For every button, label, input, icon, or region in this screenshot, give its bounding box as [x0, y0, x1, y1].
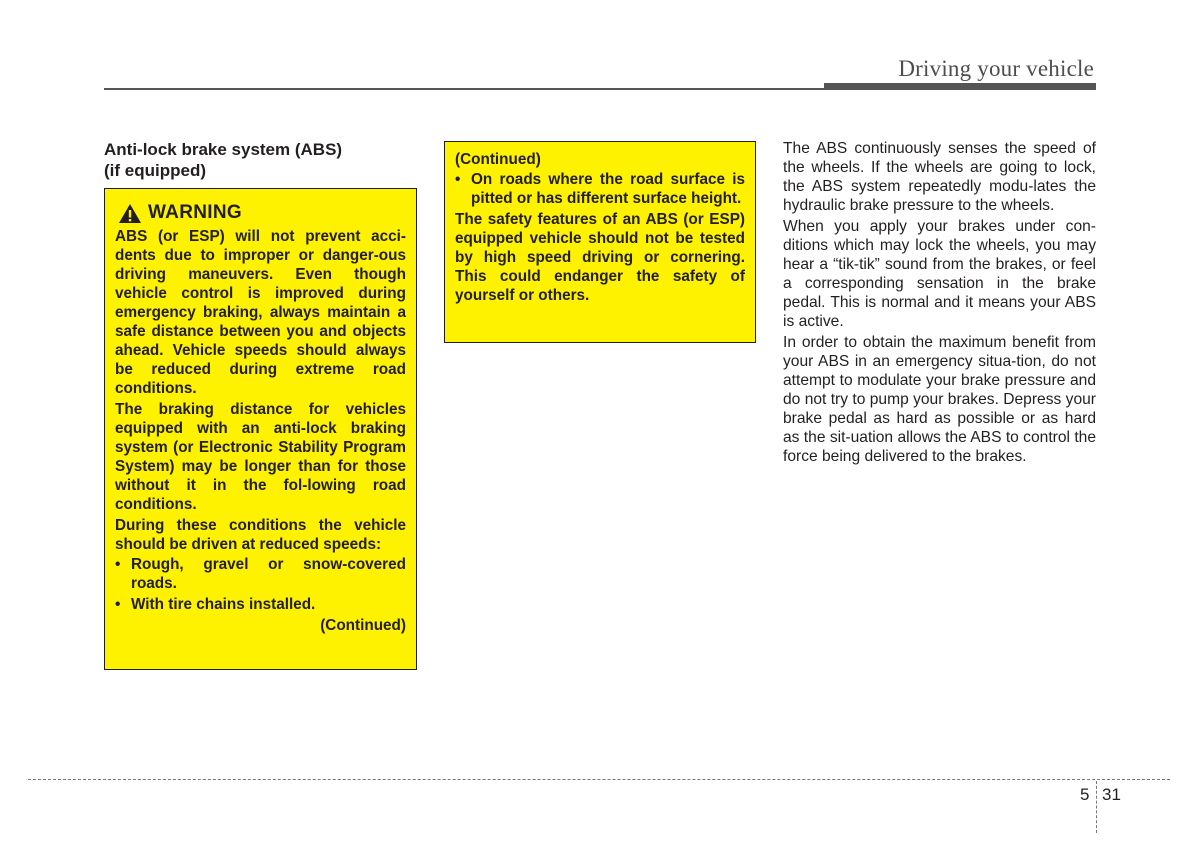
section-heading-line1: Anti-lock brake system (ABS)	[104, 140, 343, 159]
page-header-title: Driving your vehicle	[898, 56, 1094, 81]
warning-bullet-item: • Rough, gravel or snow-covered roads.	[115, 556, 406, 592]
body-paragraph: When you apply your brakes under con-ditions which may lock the wheels, you may hear a “tik-tik” sound from the brakes, or feel a corresponding sensation in the brake pedal. This is normal and it means your ABS is active.	[783, 218, 1096, 330]
warning-box-continued	[444, 141, 756, 343]
warning-bullet-item: • With tire chains installed.	[115, 596, 316, 613]
warning-paragraph: During these conditions the vehicle should be driven at reduced speeds:	[115, 517, 406, 553]
warning-bullet-item: • On roads where the road surface is pitted or has different surface height.	[455, 171, 745, 207]
chapter-number: 5	[1080, 785, 1090, 804]
header-rule-accent	[824, 83, 1096, 90]
continued-label: (Continued)	[455, 151, 541, 168]
section-heading-line2: (if equipped)	[104, 161, 206, 180]
body-text-column	[783, 139, 1096, 468]
warning-bullet-list	[115, 555, 406, 614]
warning-paragraph: ABS (or ESP) will not prevent acci-dents due to improper or danger-ous driving maneuvers. Even though vehicle control is improved during emergency braking, always maintain a safe distance between you and objects ahead. Vehicle speeds should always be reduced during extreme road conditions.	[115, 228, 406, 397]
footer-divider	[1096, 781, 1097, 833]
warning-bullet-list	[455, 170, 745, 208]
warning-triangle-icon	[118, 203, 142, 224]
header-rule	[104, 88, 824, 90]
warning-title: WARNING	[148, 202, 242, 223]
continued-label: (Continued)	[320, 617, 406, 634]
body-paragraph: The ABS continuously senses the speed of the wheels. If the wheels are going to lock, the ABS system repeatedly modu-lates the hydraulic brake pressure to the wheels.	[783, 140, 1096, 214]
warning-box	[104, 188, 417, 670]
warning-header	[115, 201, 406, 225]
warning-paragraph: The braking distance for vehicles equipped with an anti-lock braking system (or Electronic Stability Program System) may be longer than for those without it in the fol-lowing road conditions.	[115, 401, 406, 513]
warning-paragraph: The safety features of an ABS (or ESP) equipped vehicle should not be tested by high speed driving or cornering. This could endanger the safety of yourself or others.	[455, 211, 745, 304]
footer-rule	[28, 779, 1170, 780]
section-heading	[104, 139, 404, 181]
page-number: 31	[1102, 785, 1121, 804]
body-paragraph: In order to obtain the maximum benefit from your ABS in an emergency situa-tion, do not attempt to modulate your brake pressure and do not try to pump your brakes. Depress your brake pedal as hard as possible or as hard as the sit-uation allows the ABS to control the force being delivered to the brakes.	[783, 334, 1096, 465]
